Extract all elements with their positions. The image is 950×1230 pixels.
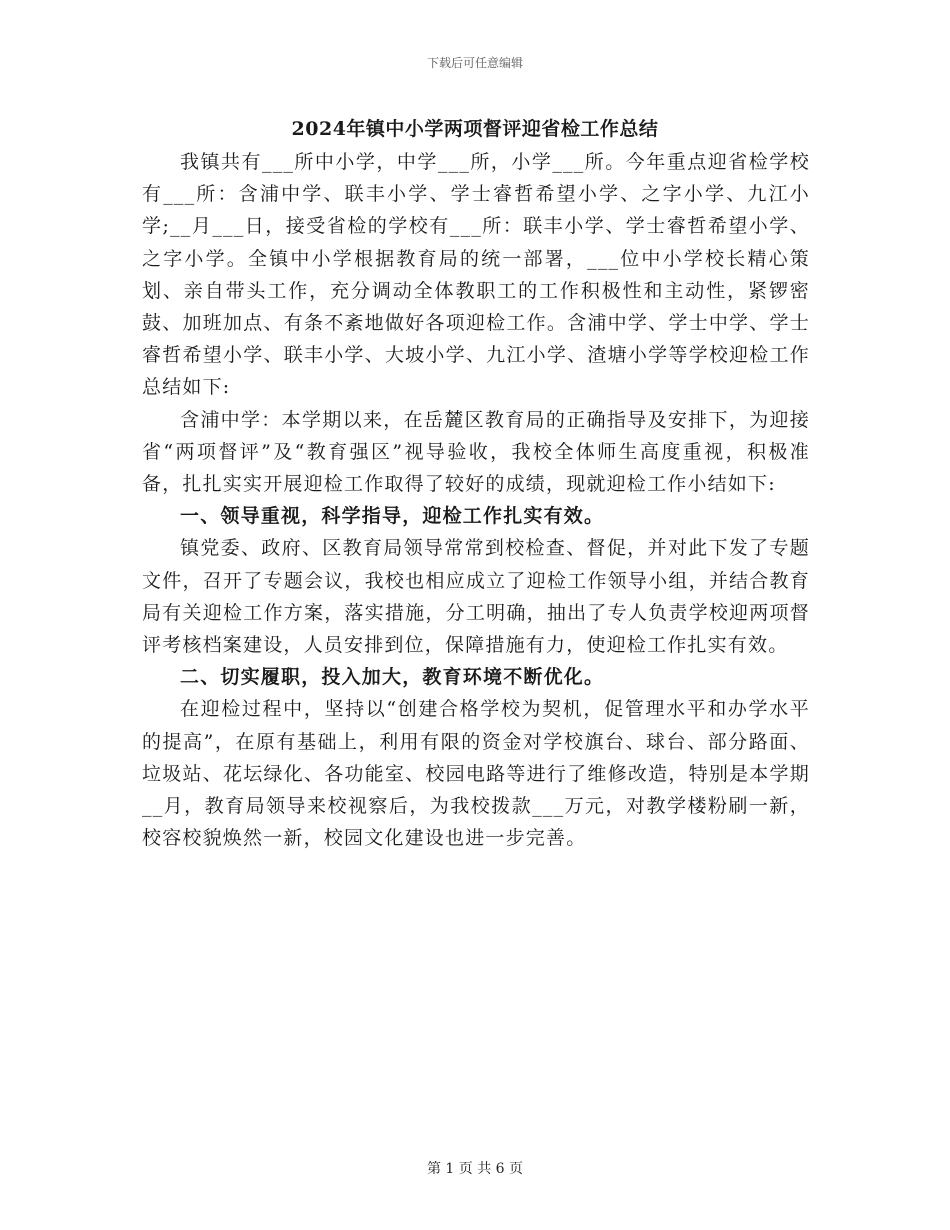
section-text-1: 镇党委、政府、区教育局领导常常到校检查、督促，并对此下发了专题文件，召开了专题会议，我校也相应成立了迎检工作领导小组，并结合教育局有关迎检工作方案，落实措施，分工明确，抽出了专人负责学校迎两项督评考核档案建设，人员安排到位，保障措施有力，使迎检工作扎实有效。 — [142, 537, 810, 657]
header-note: 下载后可任意编辑 — [426, 56, 523, 70]
document-title: 2024年镇中小学两项督评迎省检工作总结 — [291, 118, 659, 140]
section-heading-1: 一、领导重视，科学指导，迎检工作扎实有效。 — [180, 505, 605, 528]
paragraph-intro: 我镇共有___所中小学，中学___所，小学___所。今年重点迎省检学校有___所：含浦中学、联丰小学、学士睿哲希望小学、之字小学、九江小学;__月___日，接受省检的学校有___所：联丰小学、学士睿哲希望小学、之字小学。全镇中小学根据教育局的统一部署，___位中小学校长精心策划、亲自带头工作，充分调动全体教职工的工作积极性和主动性，紧锣密鼓、加班加点、有条不紊地做好各项迎检工作。含浦中学、学士中学、学士睿哲希望小学、联丰小学、大坡小学、九江小学、渣塘小学等学校迎检工作总结如下: — [142, 151, 810, 399]
section-text-2: 在迎检过程中，坚持以“创建合格学校为契机，促管理水平和办学水平的提高”，在原有基础上，利用有限的资金对学校旗台、球台、部分路面、垃圾站、花坛绿化、各功能室、校园电路等进行了维修改造，特别是本学期__月，教育局领导来校视察后，为我校拨款___万元，对教学楼粉刷一新，校容校貌焕然一新，校园文化建设也进一步完善。 — [142, 698, 810, 850]
section-heading-2: 二、切实履职，投入加大，教育环境不断优化。 — [180, 666, 605, 689]
paragraph-hanpu: 含浦中学：本学期以来，在岳麓区教育局的正确指导及安排下，为迎接省“两项督评”及“教育强区”视导验收，我校全体师生高度重视，积极准备，扎扎实实开展迎检工作取得了较好的成绩，现就迎检工作小结如下: — [142, 408, 810, 496]
page-number: 第 1 页 共 6 页 — [426, 1161, 524, 1177]
document-body — [142, 146, 810, 854]
